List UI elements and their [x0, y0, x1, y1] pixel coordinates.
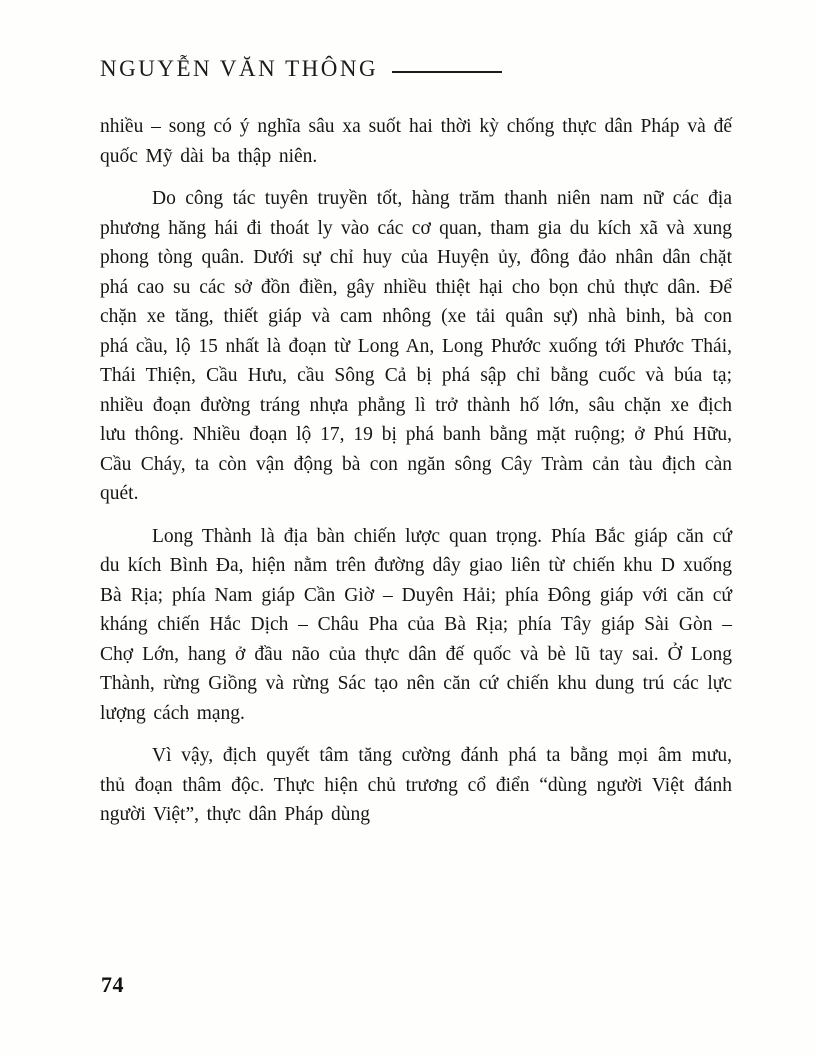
running-header	[100, 56, 502, 82]
paragraph: Do công tác tuyên truyền tốt, hàng trăm thanh niên nam nữ các địa phương hăng hái đi thoát ly vào các cơ quan, tham gia du kích xã và xung phong tòng quân. Dưới sự chỉ huy của Huyện ủy, đông đảo nhân dân chặt phá cao su các sở đồn điền, gây nhiều thiệt hại cho bọn chủ thực dân. Để chặn xe tăng, thiết giáp và cam nhông (xe tải quân sự) nhà binh, bà con phá cầu, lộ 15 nhất là đoạn từ Long An, Long Phước xuống tới Phước Thái, Thái Thiện, Cầu Hưu, cầu Sông Cả bị phá sập chỉ bằng cuốc và búa tạ; nhiều đoạn đường tráng nhựa phẳng lì trở thành hố lớn, sâu chặn xe địch lưu thông. Nhiều đoạn lộ 17, 19 bị phá banh bằng mặt ruộng; ở Phú Hữu, Cầu Cháy, ta còn vận động bà con ngăn sông Cây Tràm cản tàu địch càn quét.	[100, 188, 732, 504]
header-rule	[392, 71, 502, 73]
paragraph: Vì vậy, địch quyết tâm tăng cường đánh phá ta bằng mọi âm mưu, thủ đoạn thâm độc. Thực hiện chủ trương cổ điển “dùng người Việt đánh người Việt”, thực dân Pháp dùng	[100, 745, 732, 825]
page-number: 74	[101, 972, 124, 997]
paragraph: Long Thành là địa bàn chiến lược quan trọng. Phía Bắc giáp căn cứ du kích Bình Đa, hiện nằm trên đường dây giao liên từ chiến khu D xuống Bà Rịa; phía Nam giáp Cần Giờ – Duyên Hải; phía Đông giáp với căn cứ kháng chiến Hắc Dịch – Châu Pha của Bà Rịa; phía Tây giáp Sài Gòn – Chợ Lớn, hang ở đầu não của thực dân đế quốc và bè lũ tay sai. Ở Long Thành, rừng Giồng và rừng Sác tạo nên căn cứ chiến khu dung trú các lực lượng cách mạng.	[100, 525, 732, 724]
page-body	[100, 112, 732, 843]
author-name-header: NGUYỄN VĂN THÔNG	[100, 56, 379, 81]
paragraph-continuation: nhiều – song có ý nghĩa sâu xa suốt hai thời kỳ chống thực dân Pháp và đế quốc Mỹ dài ba thập niên.	[100, 116, 732, 167]
